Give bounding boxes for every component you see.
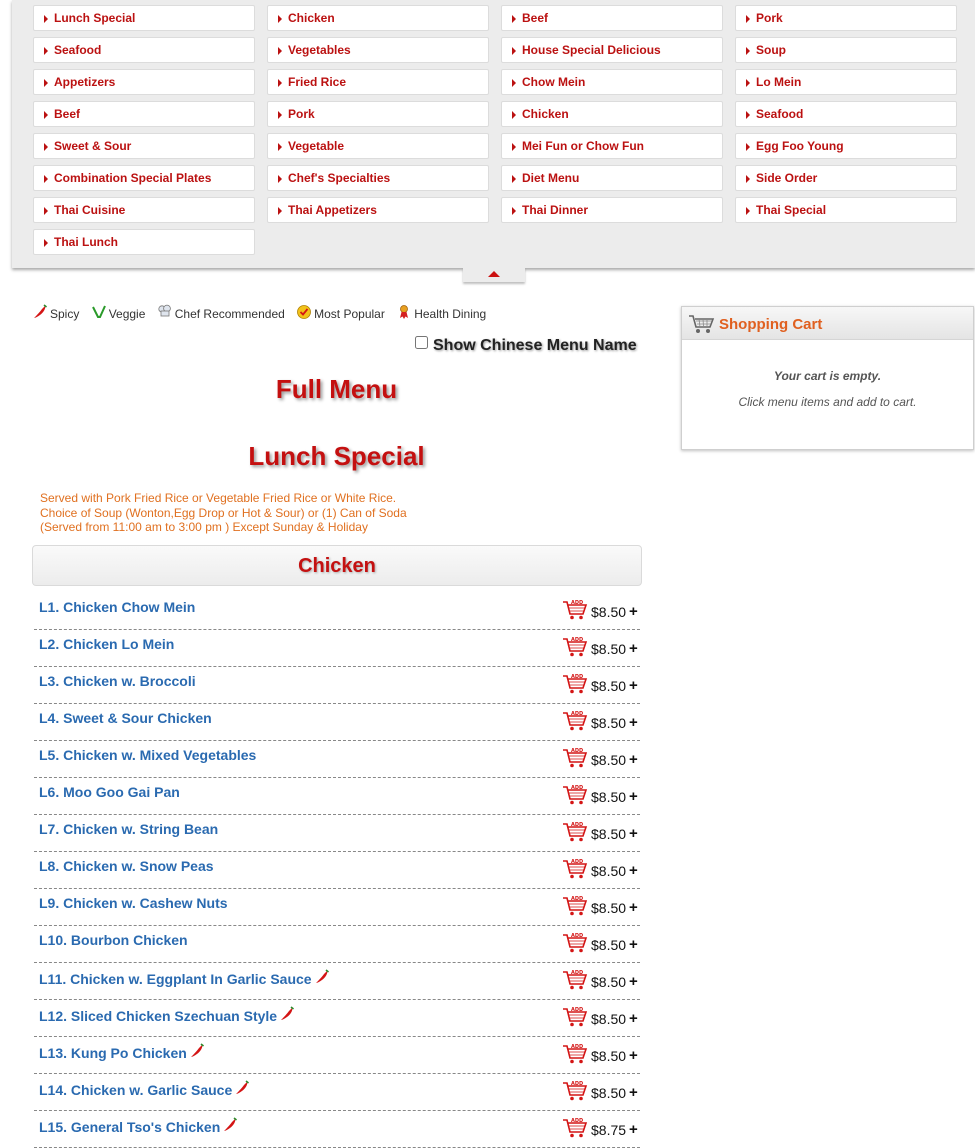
show-chinese-toggle[interactable]: [415, 336, 637, 355]
category-link[interactable]: [735, 101, 957, 127]
spicy-icon: [189, 1043, 205, 1059]
category-link[interactable]: [33, 101, 255, 127]
menu-item-link[interactable]: [39, 747, 256, 763]
menu-item-row: [34, 593, 640, 630]
category-label: Beef: [522, 11, 549, 25]
category-label: Thai Appetizers: [288, 203, 377, 217]
svg-text:ADD: ADD: [571, 748, 584, 754]
category-link[interactable]: [33, 133, 255, 159]
legend-spicy: [32, 304, 79, 321]
menu-item-link[interactable]: [39, 1080, 250, 1098]
category-label: Combination Special Plates: [54, 171, 212, 185]
menu-item-price: $8.50: [591, 1048, 627, 1064]
category-label: House Special Delicious: [522, 43, 661, 57]
svg-text:ADD: ADD: [571, 1044, 584, 1050]
menu-item-price: $8.50: [591, 678, 627, 694]
caret-right-icon: [278, 111, 282, 119]
caret-right-icon: [512, 79, 516, 87]
add-to-cart-icon[interactable]: [562, 931, 588, 953]
menu-item-price: $8.50: [591, 900, 627, 916]
category-link[interactable]: [33, 165, 255, 191]
caret-right-icon: [512, 111, 516, 119]
category-link[interactable]: [735, 197, 957, 223]
category-label: Seafood: [756, 107, 804, 121]
add-to-cart-icon[interactable]: [562, 1005, 588, 1027]
add-item-button[interactable]: +: [629, 862, 638, 879]
add-item-button[interactable]: +: [629, 1121, 638, 1138]
category-link[interactable]: [501, 197, 723, 223]
category-label: Beef: [54, 107, 81, 121]
caret-right-icon: [278, 143, 282, 151]
add-item-button[interactable]: +: [629, 1084, 638, 1101]
svg-text:ADD: ADD: [571, 970, 584, 976]
full-menu-title: Full Menu: [275, 374, 398, 404]
caret-right-icon: [44, 175, 48, 183]
cart-hint-text: Click menu items and add to cart.: [738, 395, 917, 409]
svg-text:ADD: ADD: [571, 637, 584, 643]
menu-item-row: [34, 889, 640, 926]
add-to-cart-icon[interactable]: [562, 635, 588, 657]
category-label: Chicken: [522, 107, 569, 121]
caret-right-icon: [278, 47, 282, 55]
category-label: Lo Mein: [756, 75, 802, 89]
category-link[interactable]: [735, 37, 957, 63]
category-label: Chef's Specialties: [288, 171, 391, 185]
category-link[interactable]: [735, 69, 957, 95]
legend-popular-label: Most Popular: [314, 307, 385, 321]
menu-item-row: [34, 1000, 640, 1037]
menu-item-row: [34, 1074, 640, 1111]
svg-text:ADD: ADD: [571, 600, 584, 606]
menu-item-row: [34, 1037, 640, 1074]
menu-item-price: $8.50: [591, 752, 627, 768]
description-line: Choice of Soup (Wonton,Egg Drop or Hot & Sour) or (1) Can of Soda: [40, 505, 407, 520]
category-label: Vegetable: [288, 139, 345, 153]
category-link[interactable]: [267, 5, 489, 31]
caret-right-icon: [746, 79, 750, 87]
category-label: Thai Special: [756, 203, 827, 217]
menu-item-price: $8.50: [591, 974, 627, 990]
category-link[interactable]: [501, 101, 723, 127]
caret-right-icon: [44, 207, 48, 215]
category-link[interactable]: [735, 5, 957, 31]
caret-right-icon: [512, 207, 516, 215]
category-label: Chicken: [288, 11, 335, 25]
shopping-cart: [681, 306, 974, 450]
legend-spicy-label: Spicy: [50, 307, 80, 321]
category-link[interactable]: [267, 165, 489, 191]
menu-item-price: $8.50: [591, 937, 627, 953]
description-line: Served with Pork Fried Rice or Vegetable Fried Rice or White Rice.: [40, 491, 397, 505]
menu-item-name: L15. General Tso's Chicken: [39, 1119, 221, 1135]
category-label: Pork: [288, 107, 315, 121]
category-link[interactable]: [267, 197, 489, 223]
menu-item-name: L9. Chicken w. Cashew Nuts: [39, 895, 228, 911]
section-description: [40, 491, 407, 535]
menu-item-row: [34, 963, 640, 1000]
menu-item-row: [34, 1111, 640, 1148]
cart-empty-text: Your cart is empty.: [773, 369, 882, 383]
svg-text:ADD: ADD: [571, 859, 584, 865]
add-item-button[interactable]: +: [629, 936, 638, 953]
menu-item-row: [34, 852, 640, 889]
category-label: Vegetables: [288, 43, 351, 57]
menu-item-link[interactable]: [39, 1043, 205, 1061]
category-label: Thai Cuisine: [54, 203, 126, 217]
menu-item-row: [34, 741, 640, 778]
menu-item-price: $8.50: [591, 826, 627, 842]
caret-right-icon: [44, 111, 48, 119]
category-link[interactable]: [33, 197, 255, 223]
menu-item-link[interactable]: [39, 1006, 295, 1024]
add-item-button[interactable]: +: [629, 1010, 638, 1027]
category-link[interactable]: [735, 165, 957, 191]
menu-item-link[interactable]: [39, 673, 196, 689]
category-label: Pork: [756, 11, 783, 25]
subsection-header: Chicken: [32, 545, 642, 586]
veggie-icon: [91, 304, 107, 320]
menu-item-link[interactable]: [39, 858, 214, 874]
menu-item-name: L3. Chicken w. Broccoli: [39, 673, 196, 689]
category-link[interactable]: [33, 37, 255, 63]
category-label: Mei Fun or Chow Fun: [522, 139, 644, 153]
add-item-button[interactable]: +: [629, 677, 638, 694]
legend-chef-label: Chef Recommended: [174, 307, 285, 321]
add-to-cart-icon[interactable]: [562, 1116, 588, 1138]
add-to-cart-icon[interactable]: [562, 894, 588, 916]
add-to-cart-icon[interactable]: [562, 672, 588, 694]
health-ribbon-icon: [396, 304, 412, 320]
menu-item-row: [34, 815, 640, 852]
caret-right-icon: [512, 47, 516, 55]
caret-right-icon: [746, 207, 750, 215]
menu-item-name: L6. Moo Goo Gai Pan: [39, 784, 180, 800]
svg-text:ADD: ADD: [571, 674, 584, 680]
category-link[interactable]: [501, 37, 723, 63]
add-to-cart-icon[interactable]: [562, 857, 588, 879]
menu-item-row: [34, 778, 640, 815]
menu-item-row: [34, 667, 640, 704]
add-item-button[interactable]: +: [629, 899, 638, 916]
category-link[interactable]: [501, 133, 723, 159]
add-to-cart-icon[interactable]: [562, 709, 588, 731]
menu-item-price: $8.50: [591, 789, 627, 805]
cart-icon: [688, 313, 716, 335]
menu-item-price: $8.50: [591, 863, 627, 879]
add-item-button[interactable]: +: [629, 751, 638, 768]
caret-right-icon: [44, 15, 48, 23]
caret-right-icon: [746, 47, 750, 55]
add-item-button[interactable]: +: [629, 1047, 638, 1064]
category-label: Sweet & Sour: [54, 139, 132, 153]
svg-text:ADD: ADD: [571, 1081, 584, 1087]
menu-item-name: L13. Kung Po Chicken: [39, 1045, 187, 1061]
legend-veggie-label: Veggie: [108, 307, 146, 321]
caret-right-icon: [512, 175, 516, 183]
caret-right-icon: [512, 143, 516, 151]
add-to-cart-icon[interactable]: [562, 1042, 588, 1064]
menu-item-name: L4. Sweet & Sour Chicken: [39, 710, 212, 726]
svg-text:ADD: ADD: [571, 822, 584, 828]
category-link[interactable]: [267, 69, 489, 95]
legend-popular: [296, 304, 385, 321]
category-link[interactable]: [33, 229, 255, 255]
spicy-icon: [32, 304, 48, 320]
caret-right-icon: [44, 239, 48, 247]
caret-right-icon: [278, 79, 282, 87]
category-label: Lunch Special: [54, 11, 136, 25]
spicy-icon: [222, 1117, 238, 1133]
menu-item-row: [34, 926, 640, 963]
menu-item-name: L8. Chicken w. Snow Peas: [39, 858, 214, 874]
category-label: Fried Rice: [288, 75, 347, 89]
category-link[interactable]: [267, 37, 489, 63]
caret-right-icon: [746, 175, 750, 183]
add-item-button[interactable]: +: [629, 714, 638, 731]
menu-item-name: L14. Chicken w. Garlic Sauce: [39, 1082, 233, 1098]
menu-item-link[interactable]: [39, 969, 330, 987]
menu-item-link[interactable]: [39, 895, 228, 911]
add-to-cart-icon[interactable]: [562, 783, 588, 805]
caret-right-icon: [278, 175, 282, 183]
spicy-icon: [314, 969, 330, 985]
menu-item-name: L7. Chicken w. String Bean: [39, 821, 219, 837]
caret-right-icon: [44, 79, 48, 87]
add-item-button[interactable]: +: [629, 788, 638, 805]
category-link[interactable]: [267, 101, 489, 127]
menu-item-link[interactable]: [39, 784, 180, 800]
add-to-cart-icon[interactable]: [562, 968, 588, 990]
add-item-button[interactable]: +: [629, 825, 638, 842]
category-label: Soup: [756, 43, 786, 57]
menu-item-link[interactable]: [39, 932, 188, 948]
caret-right-icon: [746, 15, 750, 23]
collapse-categories-button[interactable]: [463, 268, 525, 282]
spicy-icon: [234, 1080, 250, 1096]
menu-item-name: L11. Chicken w. Eggplant In Garlic Sauce: [39, 971, 312, 987]
svg-text:ADD: ADD: [571, 1118, 584, 1124]
add-to-cart-icon[interactable]: [562, 746, 588, 768]
caret-right-icon: [44, 143, 48, 151]
cart-header: [682, 307, 973, 340]
menu-item-link[interactable]: [39, 599, 195, 615]
add-to-cart-icon[interactable]: [562, 1079, 588, 1101]
chevron-up-icon: [488, 271, 500, 277]
menu-item-name: L10. Bourbon Chicken: [39, 932, 188, 948]
svg-text:ADD: ADD: [571, 785, 584, 791]
legend: [32, 304, 494, 321]
category-link[interactable]: [267, 133, 489, 159]
caret-right-icon: [44, 47, 48, 55]
caret-right-icon: [746, 143, 750, 151]
add-item-button[interactable]: +: [629, 973, 638, 990]
menu-item-price: $8.50: [591, 641, 627, 657]
menu-item-list: [34, 593, 640, 1148]
menu-item-link[interactable]: [39, 1117, 238, 1135]
description-line: (Served from 11:00 am to 3:00 pm ) Except Sunday & Holiday: [40, 520, 368, 535]
add-to-cart-icon[interactable]: [562, 820, 588, 842]
add-item-button[interactable]: +: [629, 603, 638, 620]
menu-item-price: $8.50: [591, 1011, 627, 1027]
menu-item-name: L2. Chicken Lo Mein: [39, 636, 175, 652]
cart-title: Shopping Cart: [719, 316, 823, 333]
category-link[interactable]: [33, 5, 255, 31]
spicy-icon: [279, 1006, 295, 1022]
show-chinese-checkbox[interactable]: [415, 336, 428, 349]
category-label: Seafood: [54, 43, 102, 57]
category-link[interactable]: [33, 69, 255, 95]
category-link[interactable]: [501, 5, 723, 31]
add-to-cart-icon[interactable]: [562, 598, 588, 620]
category-label: Appetizers: [54, 75, 116, 89]
legend-health-label: Health Dining: [414, 307, 487, 321]
category-panel: [12, 0, 975, 268]
menu-item-price: $8.50: [591, 604, 627, 620]
section-title: Lunch Special: [248, 441, 425, 471]
category-link[interactable]: [501, 165, 723, 191]
category-link[interactable]: [735, 133, 957, 159]
category-label: Egg Foo Young: [756, 139, 844, 153]
caret-right-icon: [746, 111, 750, 119]
menu-item-name: L12. Sliced Chicken Szechuan Style: [39, 1008, 278, 1024]
menu-item-link[interactable]: [39, 636, 174, 652]
caret-right-icon: [278, 15, 282, 23]
category-label: Thai Lunch: [54, 235, 118, 249]
menu-item-price: $8.50: [591, 715, 627, 731]
menu-item-link[interactable]: [39, 710, 212, 726]
svg-text:ADD: ADD: [571, 896, 584, 902]
svg-text:ADD: ADD: [571, 1007, 584, 1013]
menu-item-link[interactable]: [39, 821, 218, 837]
legend-chef: [157, 304, 285, 321]
category-label: Thai Dinner: [522, 203, 589, 217]
category-label: Diet Menu: [522, 171, 580, 185]
most-popular-icon: [296, 304, 312, 320]
category-label: Side Order: [756, 171, 818, 185]
svg-text:ADD: ADD: [571, 933, 584, 939]
show-chinese-label: Show Chinese Menu Name: [433, 337, 637, 354]
legend-veggie: [91, 304, 146, 321]
menu-item-name: L1. Chicken Chow Mein: [39, 599, 196, 615]
menu-item-price: $8.75: [591, 1122, 627, 1138]
category-link[interactable]: [501, 69, 723, 95]
caret-right-icon: [512, 15, 516, 23]
svg-text:ADD: ADD: [571, 711, 584, 717]
category-label: Chow Mein: [522, 75, 586, 89]
caret-right-icon: [278, 207, 282, 215]
chef-hat-icon: [157, 304, 173, 320]
legend-health: [396, 304, 486, 321]
menu-item-price: $8.50: [591, 1085, 627, 1101]
menu-item-name: L5. Chicken w. Mixed Vegetables: [39, 747, 257, 763]
add-item-button[interactable]: +: [629, 640, 638, 657]
menu-item-row: [34, 630, 640, 667]
menu-item-row: [34, 704, 640, 741]
